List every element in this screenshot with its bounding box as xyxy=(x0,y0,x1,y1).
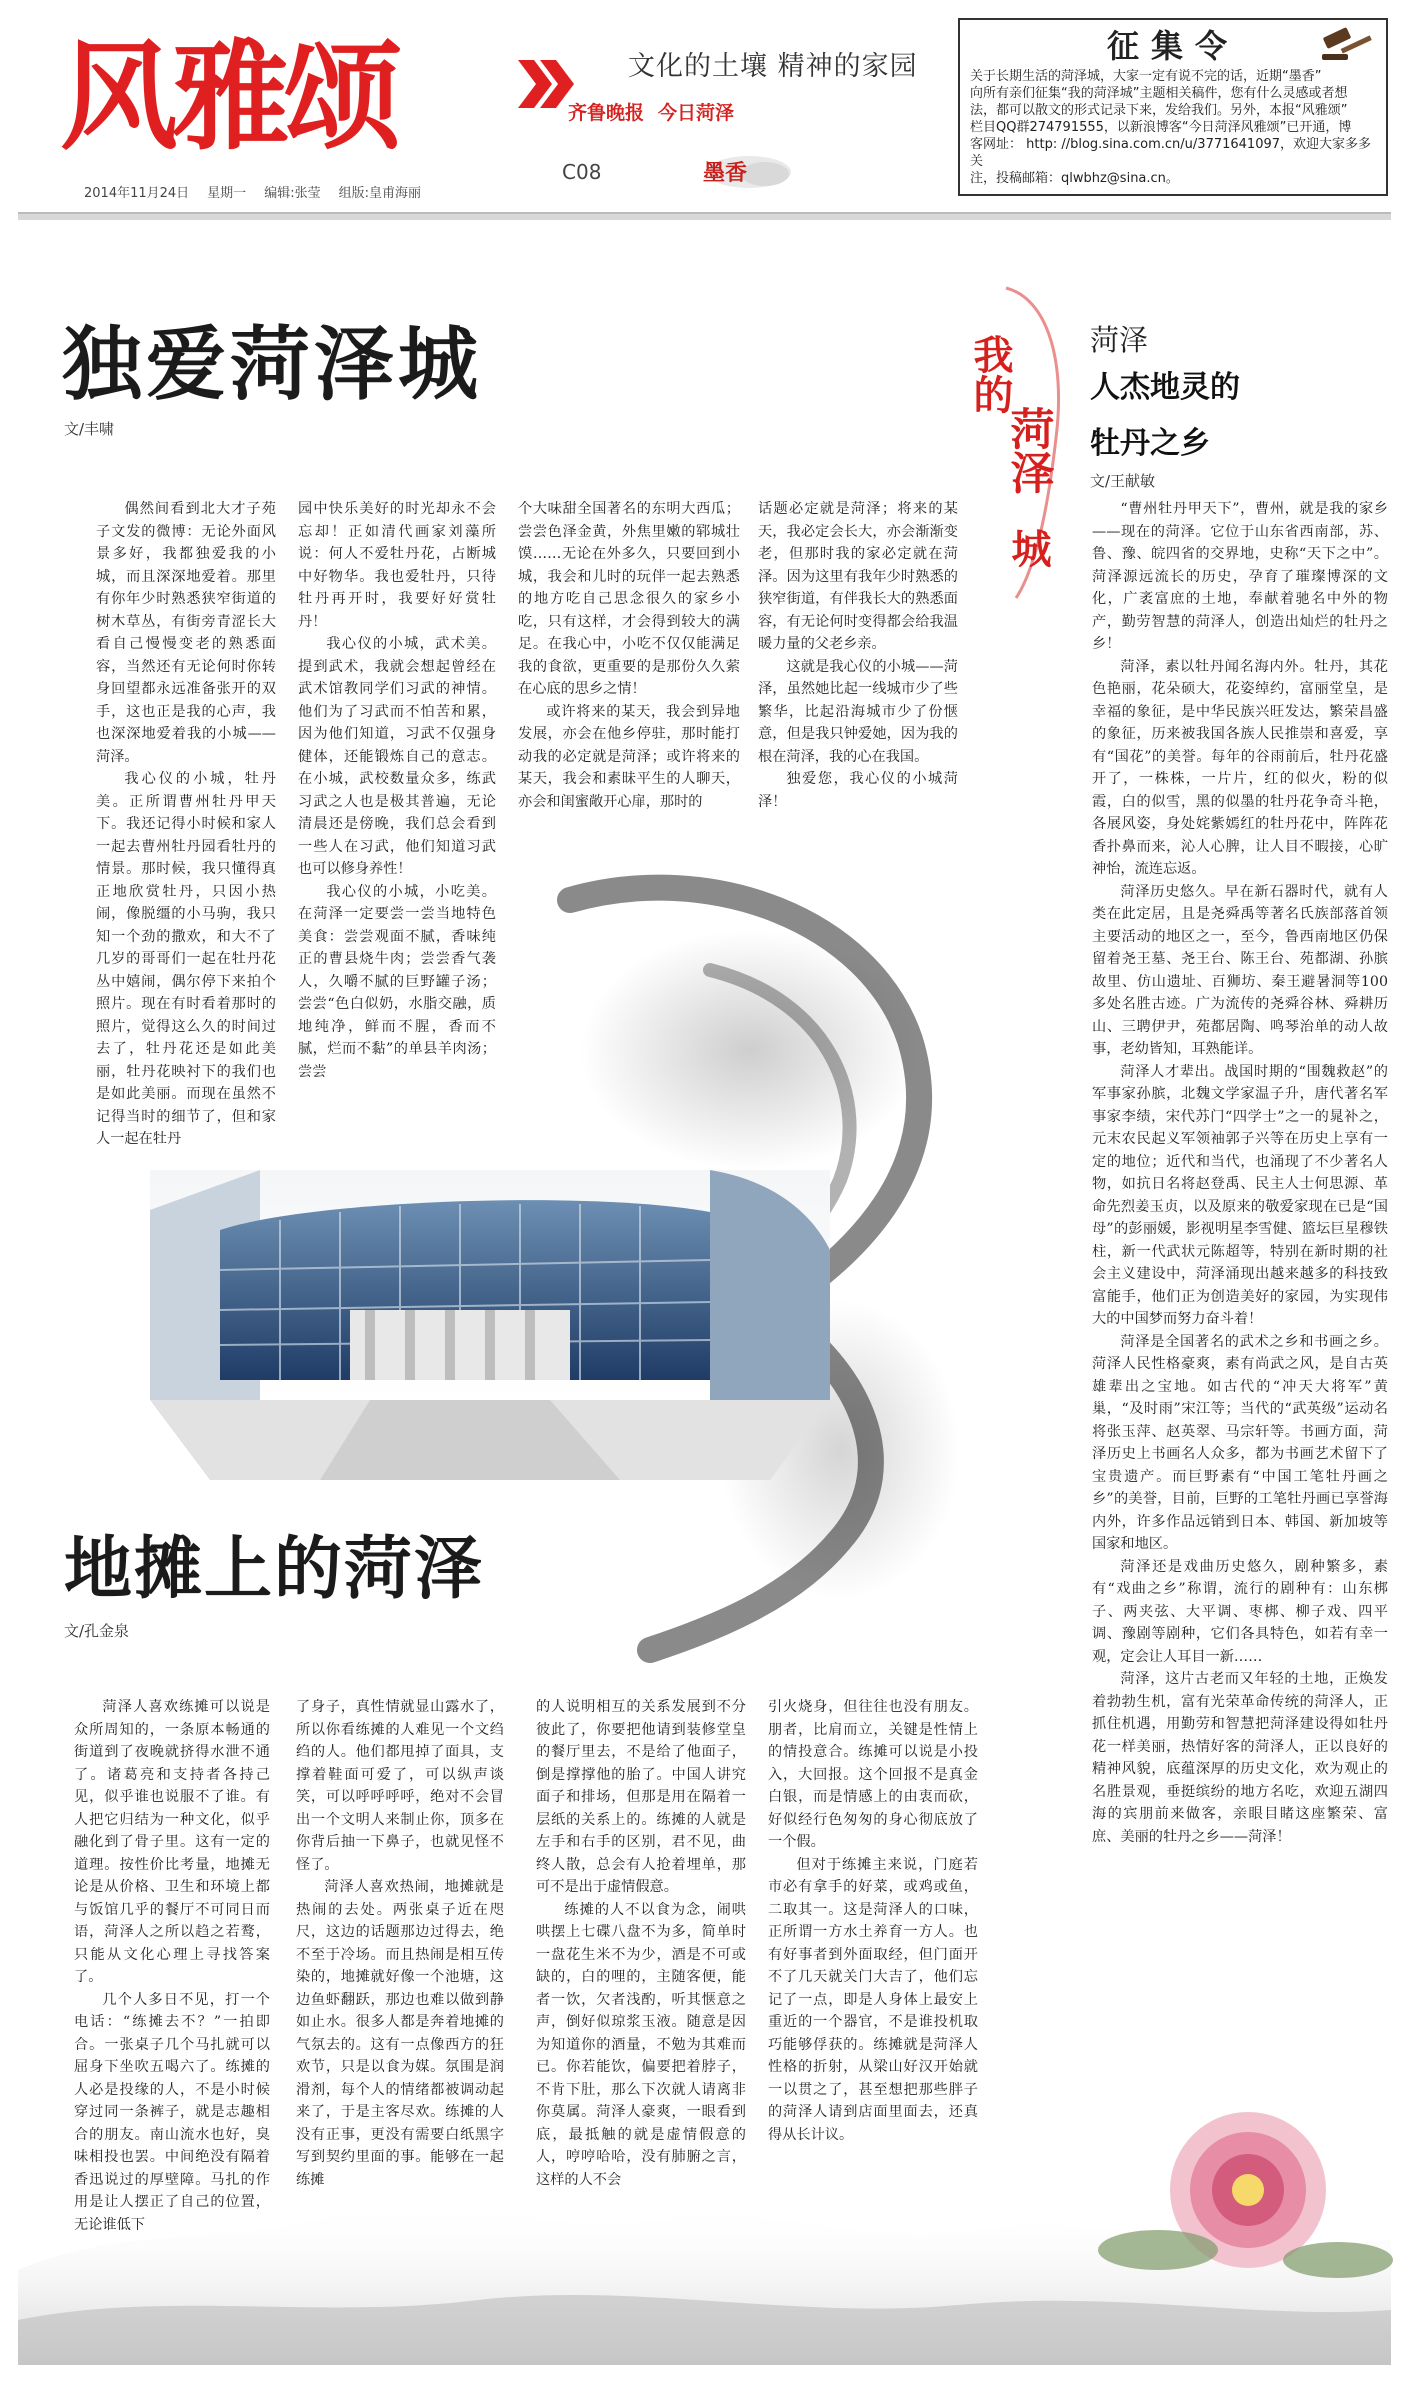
paragraph: 或许将来的某天，我会到异地发展，亦会在他乡停驻，那时能打动我的必定就是菏泽；或许将来的某天，我会和素昧平生的人聊天，亦会和闺蜜敞开心扉，那时的 xyxy=(518,703,740,810)
paragraph: 练摊的人不以食为念，闹哄哄摆上七碟八盘不为多，简单时一盘花生米不为少，酒是不可或缺的，白的哩的，主随客便，能者一饮，欠者浅酌，听其惬意之声，倒好似琼浆玉液。随意是因为知道你的酒量，不勉为其难而已。你若能饮，偏要把着脖子，不肯下肚，那么下次就人请离非你莫属。菏泽人豪爽，一眼看到底，最抵触的就是虚情假意的人，哼哼哈哈，没有肺腑之言，这样的人不会 xyxy=(536,1901,746,2188)
article3-body xyxy=(1092,498,1388,2088)
gavel-icon xyxy=(1320,28,1376,62)
notice-line: 法，都可以散文的形式记录下来，发给我们。另外，本报“风雅颂” xyxy=(970,103,1348,118)
badge-line-2: 菏泽 xyxy=(1002,406,1054,494)
edition-name: 今日菏泽 xyxy=(658,102,735,124)
badge-line-1: 我的 xyxy=(967,334,1013,414)
paragraph: “曹州牡丹甲天下”，曹州，就是我的家乡——现在的菏泽。它位于山东省西南部，苏、鲁、豫、皖四省的交界地，史称“天下之中”。菏泽源远流长的历史，孕育了璀璨博深的文化，广袤富庶的土地，奉献着驰名中外的物产，勤劳智慧的菏泽人，创造出灿烂的牡丹之乡！ xyxy=(1092,501,1388,652)
layout-credit: 组版:皇甫海丽 xyxy=(338,186,421,201)
notice-line: 栏目QQ群274791555，以新浪博客“今日菏泽风雅颂”已开通，博 xyxy=(970,120,1352,135)
peony-flower xyxy=(1098,2112,1393,2278)
paragraph: 了身子，真性情就显山露水了，所以你看练摊的人难见一个文绉绉的人。他们都甩掉了面具，支撑着鞋面可爱了，可以纵声谈笑，可以呼呼呼呼，绝对不会冒出一个文明人来制止你，顶多在你背后抽一下鼻子，也就见怪不怪了。 xyxy=(296,1699,504,1873)
article2-column-2 xyxy=(296,1696,504,2241)
article1-title: 独爱菏泽城 xyxy=(62,318,482,411)
masthead-logo-text: 风雅颂 xyxy=(60,28,397,166)
paragraph: 菏泽还是戏曲历史悠久，剧种繁多，素有“戏曲之乡”称谓，流行的剧种有：山东梆子、两夹弦、大平调、枣梆、柳子戏、四平调、豫剧等剧种，它们各具特色，如若有幸一观，定会让人耳目一新…… xyxy=(1092,1558,1388,1665)
notice-line: 注，投稿邮箱：qlwbhz@sina.cn。 xyxy=(970,171,1179,186)
newspaper-name: 齐鲁晚报 xyxy=(568,102,645,124)
paragraph: 菏泽，素以牡丹闻名海内外。牡丹，其花色艳丽，花朵硕大，花姿绰约，富丽堂皇，是幸福的象征，是中华民族兴旺发达，繁荣昌盛的象征，历来被我国各族人民推崇和喜爱，享有“国花”的美誉。每年的谷雨前后，牡丹花盛开了，一株株，一片片，红的似火，粉的似霞，白的似雪，黑的似墨的牡丹花争奇斗艳，各展风姿，身处姹紫嫣红的牡丹花中，阵阵花香扑鼻而来，沁人心脾，让人目不暇接，心旷神怡，流连忘返。 xyxy=(1092,658,1388,877)
notice-body xyxy=(970,68,1376,187)
column-badge xyxy=(695,150,795,192)
notice-title: 征集令 xyxy=(1106,27,1239,65)
article3-tag: 菏泽 xyxy=(1090,323,1149,357)
paragraph: 我心仪的小城，小吃美。在菏泽一定要尝一尝当地特色美食：尝尝观面不腻，香味纯正的曹县烧牛肉；尝尝香气袭人，久嚼不腻的巨野罐子汤；尝尝“色白似奶，水脂交融，质地纯净，鲜而不腥，香而不腻，烂而不黏”的单县羊肉汤；尝尝 xyxy=(298,883,496,1080)
article1-column-3 xyxy=(518,498,740,868)
paragraph: 我心仪的小城，牡丹美。正所谓曹州牡丹甲天下。我还记得小时候和家人一起去曹州牡丹园看牡丹的情景。那时候，我只懂得真正地欣赏牡丹，只因小热闹，像脱缰的小马驹，我只知一个劲的撒欢，和大不了几岁的哥哥们一起在牡丹花丛中嬉闹，偶尔停下来拍个照片。现在有时看着那时的照片，觉得这么久的时间过去了，牡丹花还是如此美丽，牡丹花映衬下的我们也是如此美丽。而现在虽然不记得当时的细节了，但和家人一起在牡丹 xyxy=(96,771,276,1147)
issue-weekday: 星期一 xyxy=(207,186,247,201)
page-number: C08 xyxy=(562,160,602,184)
article2-title: 地摊上的菏泽 xyxy=(64,1530,485,1609)
notice-line: 关于长期生活的菏泽城，大家一定有说不完的话，近期“墨香” xyxy=(970,69,1322,84)
article3-title-line-2: 牡丹之乡 xyxy=(1090,426,1210,461)
paragraph: 菏泽是全国著名的武术之乡和书画之乡。菏泽人民性格豪爽，素有尚武之风，是自古英雄辈出之宝地。如古代的“冲天大将军”黄巢，“及时雨”宋江等；当代的“武英级”运动名将张玉萍、赵英翠、马宗轩等。书画方面，菏泽历史上书画名人众多，都为书画艺术留下了宝贵遗产。而巨野素有“中国工笔牡丹画之乡”的美誉，目前，巨野的工笔牡丹画已享誉海内外，许多作品远销到日本、韩国、新加坡等国家和地区。 xyxy=(1092,1333,1388,1552)
article1-column-4 xyxy=(758,498,958,858)
article2-column-4 xyxy=(768,1696,978,2256)
paragraph: 园中快乐美好的时光却永不会忘却！正如清代画家刘藻所说：何人不爱牡丹花，占断城中好物华。我也爱牡丹，只待牡丹再开时，我要好好赏牡丹！ xyxy=(298,501,496,630)
paragraph: 这就是我心仪的小城——菏泽，虽然她比起一线城市少了些繁华，比起沿海城市少了份惬意，但是我只钟爱她，因为我的根在菏泽，我的心在我国。 xyxy=(758,658,958,765)
article1-column-2 xyxy=(298,498,496,1080)
notice-line: 向所有亲们征集“我的菏泽城”主题相关稿件，您有什么灵感或者想 xyxy=(970,86,1348,101)
call-for-papers-box xyxy=(958,18,1388,196)
article1-column-1 xyxy=(96,498,276,1147)
paragraph: 引火烧身，但往往也没有朋友。朋者，比肩而立，关键是性情上的情投意合。练摊可以说是小投入，大回报。这个回报不是真金白银，而是情感上的由衷而砍，好似经行色匆匆的身心彻底放了一个假。 xyxy=(768,1699,978,1850)
paragraph: 菏泽人才辈出。战国时期的“围魏救赵”的军事家孙膑，北魏文学家温子升，唐代著名军事家李绩，宋代苏门“四学士”之一的晁补之，元末农民起义军领袖郭子兴等在历史上享有一定的地位；近代和当代，也涌现了不少著名人物，如抗日名将赵登禹、民主人士何思源、革命先烈姜玉贞，以及原来的敬爱家现在已是“国母”的彭丽媛，影视明星李雪健、篮坛巨星穆铁柱，新一代武状元陈超等，特别在新时期的社会主义建设中，菏泽涌现出越来越多的科技致富能手，他们正为创造美好的家园，为实现伟大的中国梦而努力奋斗着！ xyxy=(1092,1063,1388,1327)
paragraph: 话题必定就是菏泽；将来的某天，我必定会长大，亦会渐渐变老，但那时我的家必定就在菏泽。因为这里有我年少时熟悉的狭窄街道，有伴我长大的熟悉面容，有无论何时变得都会给我温暖力量的父老乡亲。 xyxy=(758,501,958,652)
paragraph: 菏泽历史悠久。早在新石器时代，就有人类在此定居，且是尧舜禹等著名氏族部落首领主要活动的地区之一，至今，鲁西南地区仍保留着尧王墓、尧王台、陈王台、苑都湖、孙膑故里、仿山遗址、百狮坊、秦王避暑洞等100多处名胜古迹。广为流传的尧舜谷林、舜耕历山、三聘伊尹，苑都居陶、鸣琴治单的动人故事，老幼皆知，耳熟能详。 xyxy=(1092,883,1388,1057)
paragraph: 的人说明相互的关系发展到不分彼此了，你要把他请到装修堂皇的餐厅里去，不是给了他面子，倒是撑撑他的胎了。中国人讲究面子和排场，但那是用在隔着一层纸的关系上的。练摊的人就是左手和右手的区别，君不见，曲终人散，总会有人抢着埋单，那可不是出于虚情假意。 xyxy=(536,1699,746,1895)
paragraph: 菏泽人喜欢热闹，地摊就是热闹的去处。两张桌子近在咫尺，这边的话题那边过得去，绝不至于冷场。而且热闹是相互传染的，地摊就好像一个池塘，这边鱼虾翻跃，那边也难以做到静如止水。很多人都是奔着地摊的气氛去的。这有一点像西方的狂欢节，只是以食为媒。氛围是润滑剂，每个人的情绪都被调动起来了，于是主客尽欢。练摊的人没有正事，更没有需要白纸黑字写到契约里面的事。能够在一起练摊 xyxy=(296,1879,504,2188)
article2-column-1 xyxy=(74,1696,270,2241)
newspaper-brand xyxy=(568,98,734,125)
paragraph: 菏泽人喜欢练摊可以说是众所周知的，一条原本畅通的街道到了夜晚就挤得水泄不通了。诸葛亮和支持者各持己见，似乎谁也说服不了谁。有人把它归结为一种文化，似乎融化到了骨子里。这有一定的道理。按性价比考量，地摊无论是从价格、卫生和环境上都与饭馆几乎的餐厅不可同日而语，菏泽人之所以趋之若鹜，只能从文化心理上寻找答案了。 xyxy=(74,1699,270,1985)
double-chevron-icon xyxy=(518,60,574,108)
masthead-slogan: 文化的土壤 精神的家园 xyxy=(628,51,918,82)
column-name: 墨香 xyxy=(703,161,748,186)
article2-column-3 xyxy=(536,1696,746,2241)
paragraph: 偶然间看到北大才子苑子文发的微博：无论外面风景多好，我都独爱我的小城，而且深深地爱着。那里有你年少时熟悉狭窄街道的树木草丛，有街旁青涩长大看自己慢慢变老的熟悉面容，当然还有无论何时你转身回望都永远准备张开的双手，这也正是我的心声，我也深深地爱着我的小城——菏泽。 xyxy=(96,501,276,765)
date-line xyxy=(84,182,439,201)
masthead-logo xyxy=(60,20,580,170)
badge-line-3: 城 xyxy=(1005,528,1051,568)
column-vertical-badge xyxy=(967,278,1076,608)
notice-line: 客网址： http: //blog.sina.com.cn/u/3771641097，欢迎大家多多关 xyxy=(970,137,1372,169)
paragraph: 几个人多日不见，打一个电话：“练摊去不？”一拍即合。一张桌子几个马扎就可以屈身下坐吹五喝六了。练摊的人必是投缘的人，不是小时候穿过同一条裤子，就是志趣相合的朋友。南山流水也好，臭味相投也罢。中间绝没有隔着香迅说过的厚壁障。马扎的作用是让人摆正了自己的位置，无论谁低下 xyxy=(74,1991,270,2233)
paragraph: 但对于练摊主来说，门庭若市必有拿手的好菜，或鸡或鱼，二取其一。这是菏泽人的口味，正所谓一方水土养育一方人。也有好事者到外面取经，但门面开不了几天就关门大吉了，他们忘记了一点，即是人身体上最安上重近的一个器官，不是谁投机取巧能够俘获的。练摊就是菏泽人性格的折射，从梁山好汉开始就一以贯之了，甚至想把那些胖子的菏泽人请到店面里面去，还真得从长计议。 xyxy=(768,1856,978,2143)
header-divider xyxy=(18,212,1391,220)
paragraph: 独爱您，我心仪的小城菏泽！ xyxy=(758,771,958,810)
article1-byline: 文/丰啸 xyxy=(64,420,115,438)
paragraph: 个大味甜全国著名的东明大西瓜；尝尝色泽金黄，外焦里嫩的郓城壮馍……无论在外多久，只要回到小城，我会和儿时的玩伴一起去熟悉的地方吃自己思念很久的家乡小吃，只有这样，才会得到较大的满足。在我心中，小吃不仅仅能满足我的食欲，更重要的是那份久久萦在心底的思乡之情！ xyxy=(518,501,740,697)
article3-byline: 文/王献敏 xyxy=(1090,472,1156,490)
article3-title-line-1: 人杰地灵的 xyxy=(1090,370,1240,405)
editor-credit: 编辑:张莹 xyxy=(264,186,321,201)
article2-byline: 文/孔金泉 xyxy=(64,1622,130,1640)
paragraph: 我心仪的小城，武术美。提到武术，我就会想起曾经在武术馆教同学们习武的神情。他们为了习武而不怕苦和累，因为他们知道，习武不仅强身健体，还能锻炼自己的意志。在小城，武校数量众多，练武习武之人也是极其普遍，无论清晨还是傍晚，我们总会看到一些人在习武，他们知道习武也可以修身养性！ xyxy=(298,636,496,877)
issue-date: 2014年11月24日 xyxy=(84,186,190,201)
paragraph: 菏泽，这片古老而又年轻的土地，正焕发着勃勃生机，富有光荣革命传统的菏泽人，正抓住机遇，用勤劳和智慧把菏泽建设得如牡丹花一样美丽，热情好客的菏泽人，正以良好的精神风貌，底蕴深厚的历史文化，欢为观止的名胜景观，垂挺缤纷的地方名吃，欢迎五湖四海的宾朋前来做客，亲眼目睹这座繁荣、富庶、美丽的牡丹之乡——菏泽！ xyxy=(1092,1671,1388,1845)
